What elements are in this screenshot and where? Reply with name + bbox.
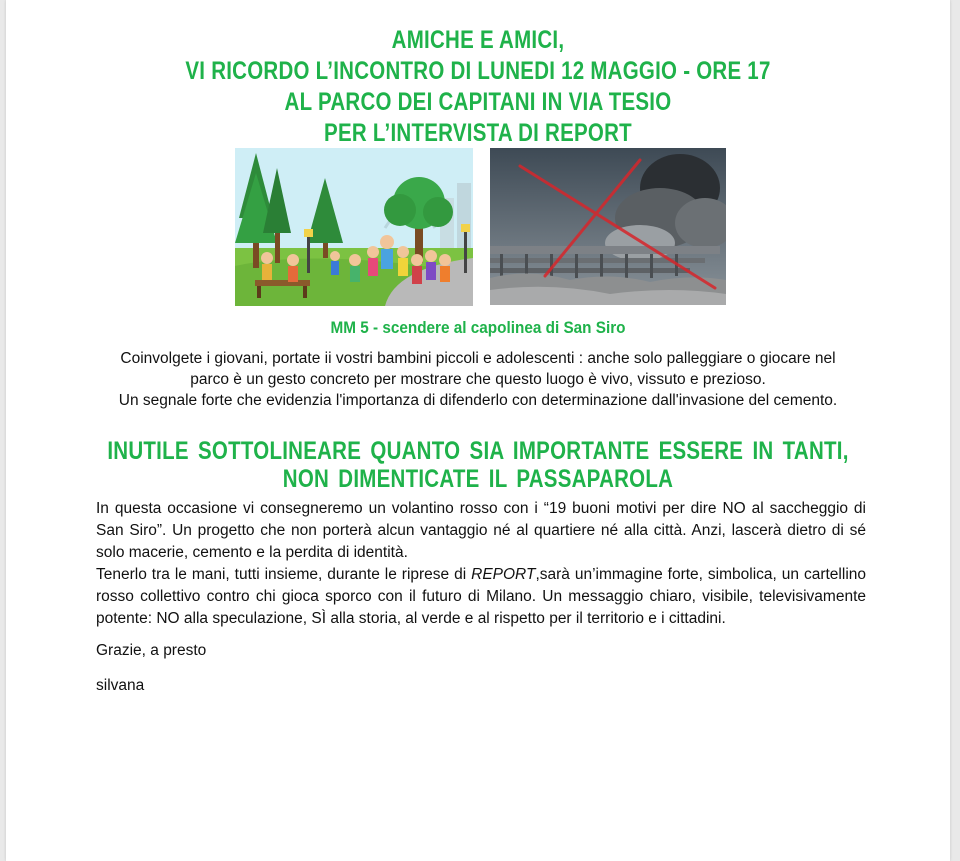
event-heading (91, 25, 865, 149)
heading-line-2: VI RICORDO L’INCONTRO DI LUNEDI 12 MAGGIO - ORE 17 (185, 57, 771, 85)
report-italic: REPORT (471, 566, 536, 583)
subheading-line-2: NON DIMENTICATE IL PASSAPAROLA (282, 465, 674, 493)
intro-line-1: Coinvolgete i giovani, portate ii vostri bambini piccoli e adolescenti : anche solo palleggiare o giocare nel (120, 350, 836, 367)
intro-line-3: Un segnale forte che evidenzia l'importanza di difenderlo con determinazione dall'invasione del cemento. (118, 392, 838, 409)
body-paragraph-1: In questa occasione vi consegneremo un volantino rosso con i “19 buoni motivi per dire NO al saccheggio di San Siro”. Un progetto che non porterà alcun vantaggio né al quartiere né alla città. Anzi, lascerà dietro di sé solo macerie, cemento e la perdita di identità. (96, 500, 866, 561)
signature: silvana (96, 677, 145, 694)
body-paragraph-2 (96, 564, 866, 630)
park-illustration (235, 148, 473, 306)
stadium-demolition-image (490, 148, 726, 305)
body-text (96, 498, 866, 630)
body-paragraph-2-start: Tenerlo tra le mani, tutti insieme, durante le riprese di (96, 566, 472, 583)
heading-line-4: PER L’INTERVISTA DI REPORT (324, 119, 632, 147)
metro-directions: MM 5 - scendere al capolinea di San Siro (330, 318, 626, 337)
passaparola-heading (91, 437, 865, 493)
document-page (6, 0, 950, 861)
intro-line-2: parco è un gesto concreto per mostrare che questo luogo è vivo, vissuto e prezioso. (190, 371, 766, 388)
heading-line-3: AL PARCO DEI CAPITANI IN VIA TESIO (284, 88, 672, 116)
subheading-line-1: INUTILE SOTTOLINEARE QUANTO SIA IMPORTANTE ESSERE IN TANTI, (107, 437, 849, 465)
closing-greeting: Grazie, a presto (96, 642, 207, 659)
heading-line-1: AMICHE E AMICI, (391, 26, 565, 54)
body-paragraph-2-end: ,sarà un’immagine forte, simbolica, un cartellino rosso collettivo contro chi gioca sporco con il futuro di Milano. Un messaggio chiaro, visibile, televisivamente potente: NO alla speculazione, SÌ alla storia, al verde e al rispetto per il territorio e i cittadini. (96, 566, 866, 627)
intro-paragraph (66, 348, 890, 411)
